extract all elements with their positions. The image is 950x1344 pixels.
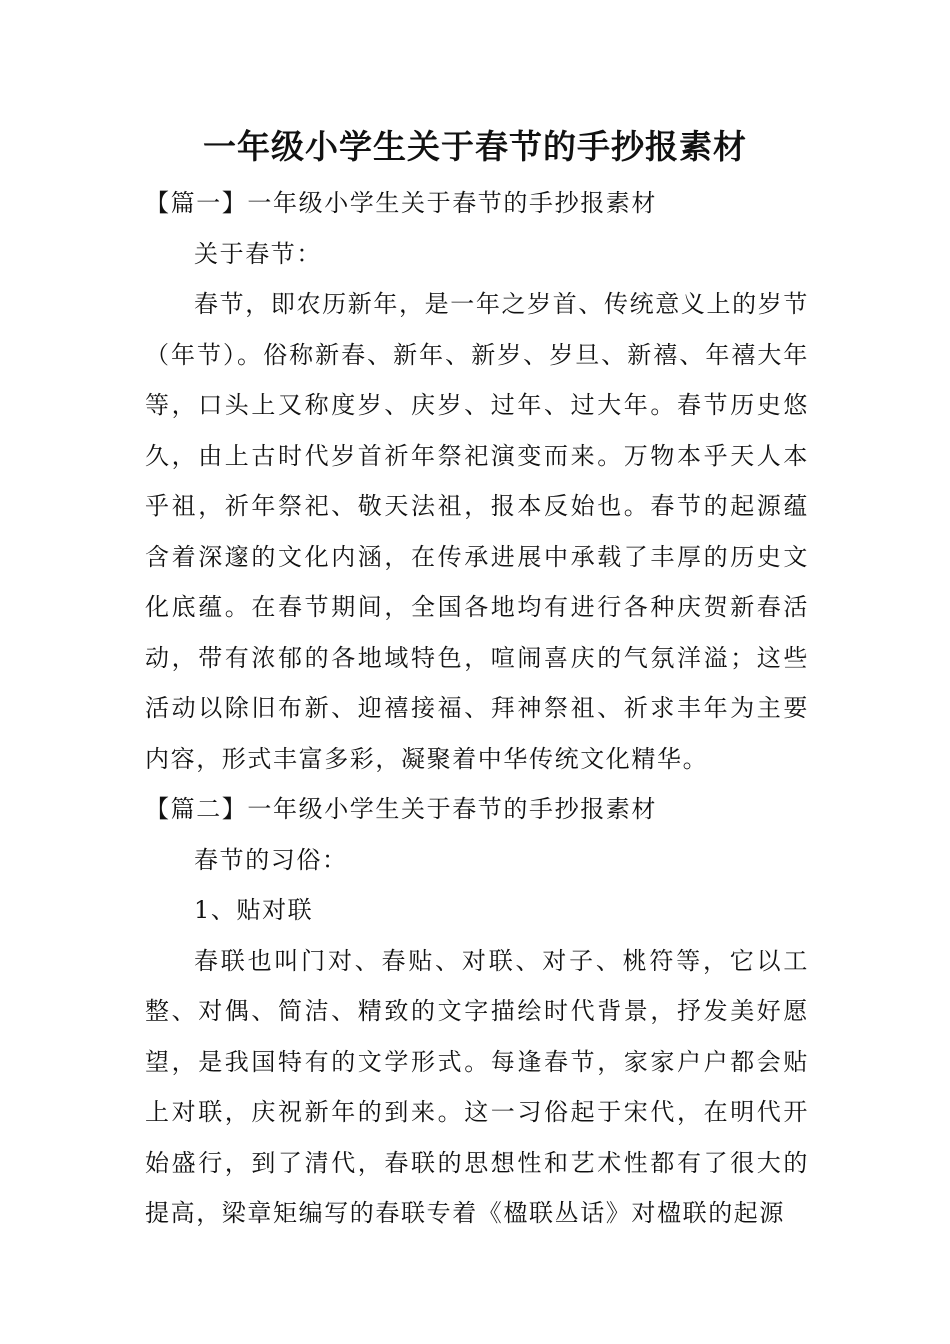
section-two-paragraph: 春联也叫门对、春贴、对联、对子、桃符等，它以工整、对偶、简洁、精致的文字描绘时代背景，抒发美好愿望，是我国特有的文学形式。每逢春节，家家户户都会贴上对联，庆祝新年的到来。这一习俗起于宋代，在明代开始盛行，到了清代，春联的思想性和艺术性都有了很大的提高，梁章矩编写的春联专着《楹联丛话》对楹联的起源 [145,946,809,1227]
section-two-heading: 【篇二】一年级小学生关于春节的手抄报素材 [145,795,657,823]
section-one-heading: 【篇一】一年级小学生关于春节的手抄报素材 [145,189,657,217]
document-title: 一年级小学生关于春节的手抄报素材 [203,127,747,166]
section-two [145,784,809,1239]
section-one-subheading: 关于春节： [194,239,322,268]
section-one [145,178,809,784]
document-body [145,178,809,1239]
section-two-subheading: 春节的习俗： [194,845,348,874]
section-two-item-title: 1、贴对联 [194,896,314,924]
section-one-paragraph: 春节，即农历新年，是一年之岁首、传统意义上的岁节（年节）。俗称新春、新年、新岁、岁旦、新禧、年禧大年等，口头上又称度岁、庆岁、过年、过大年。春节历史悠久，由上古时代岁首祈年祭祀演变而来。万物本乎天人本乎祖，祈年祭祀、敬天法祖，报本反始也。春节的起源蕴含着深邃的文化内涵，在传承进展中承载了丰厚的历史文化底蕴。在春节期间，全国各地均有进行各种庆贺新春活动，带有浓郁的各地域特色，喧闹喜庆的气氛洋溢；这些活动以除旧布新、迎禧接福、拜神祭祖、祈求丰年为主要内容，形式丰富多彩，凝聚着中华传统文化精华。 [145,290,809,773]
